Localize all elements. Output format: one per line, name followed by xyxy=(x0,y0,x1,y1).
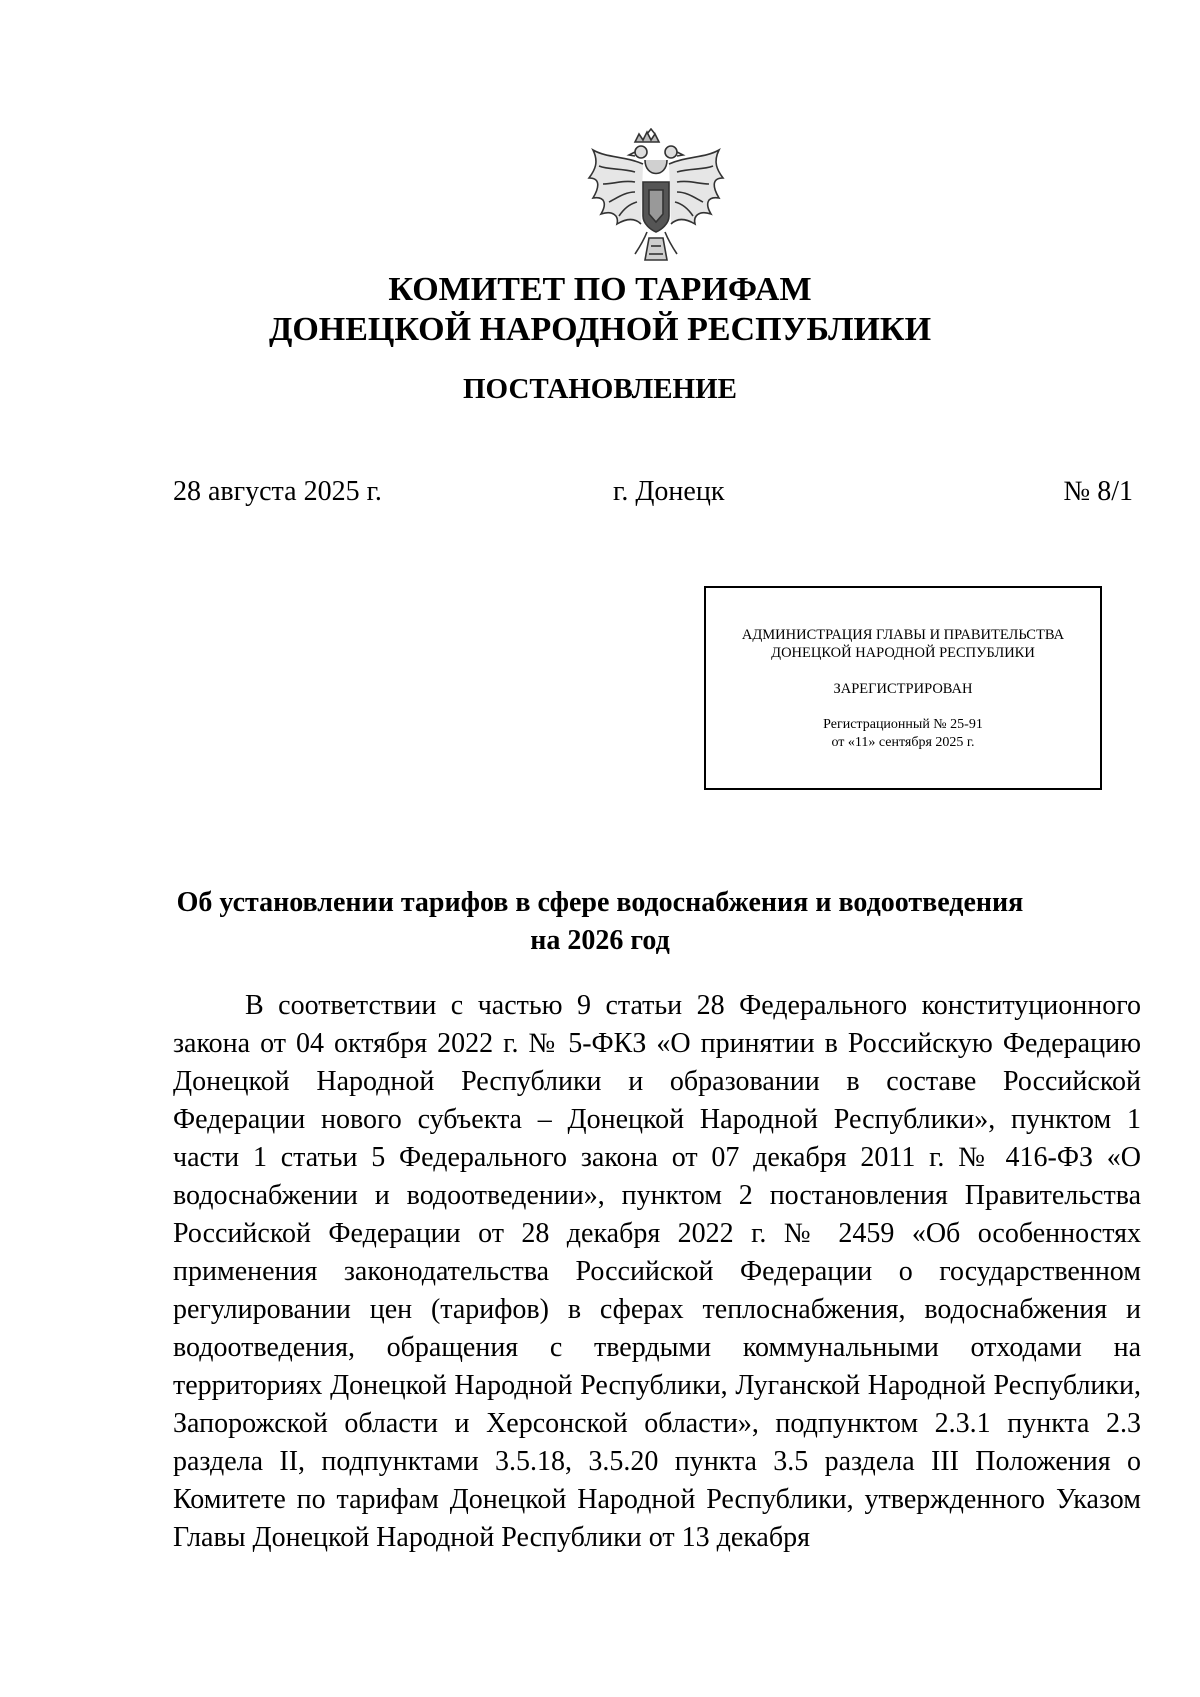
registration-org-line2: ДОНЕЦКОЙ НАРОДНОЙ РЕСПУБЛИКИ xyxy=(771,645,1035,661)
registration-date: от «11» сентября 2025 г. xyxy=(831,735,975,750)
document-type: ПОСТАНОВЛЕНИЕ xyxy=(462,373,737,405)
document-date: 28 августа 2025 г. xyxy=(173,476,382,507)
document-title xyxy=(0,884,1200,960)
registration-org-line1: АДМИНИСТРАЦИЯ ГЛАВЫ И ПРАВИТЕЛЬСТВА xyxy=(741,627,1065,643)
organization-name-line1: КОМИТЕТ ПО ТАРИФАМ xyxy=(388,271,812,308)
registration-stamp xyxy=(704,586,1102,790)
organization-name xyxy=(0,270,1200,350)
registration-status: ЗАРЕГИСТРИРОВАН xyxy=(833,681,973,697)
document-title-line2: на 2026 год xyxy=(530,925,670,956)
document-number: № 8/1 xyxy=(1063,476,1133,507)
coat-of-arms-icon xyxy=(585,128,727,270)
document-meta-row xyxy=(173,474,1133,510)
document-city: г. Донецк xyxy=(613,476,725,507)
organization-name-line2: ДОНЕЦКОЙ НАРОДНОЙ РЕСПУБЛИКИ xyxy=(268,311,932,348)
document-title-line1: Об установлении тарифов в сфере водоснабжения и водоотведения xyxy=(176,887,1024,918)
body-paragraph: В соответствии с частью 9 статьи 28 Федерального конституционного закона от 04 октября 2022 г. № 5-ФКЗ «О принятии в Российскую Федерацию Донецкой Народной Республики и образовании в составе Российской Федерации нового субъекта – Донецкой Народной Республики», пунктом 1 части 1 статьи 5 Федерального закона от 07 декабря 2011 г. № 416-ФЗ «О водоснабжении и водоотведении», пунктом 2 постановления Правительства Российской Федерации от 28 декабря 2022 г. № 2459 «Об особенностях применения законодательства Российской Федерации о государственном регулировании цен (тарифов) в сферах теплоснабжения, водоснабжения и водоотведения, обращения с твердыми коммунальными отходами на территориях Донецкой Народной Республики, Луганской Народной Республики, Запорожской области и Херсонской области», подпунктом 2.3.1 пункта 2.3 раздела II, подпунктами 3.5.18, 3.5.20 пункта 3.5 раздела III Положения о Комитете по тарифам Донецкой Народной Республики, утвержденного Указом Главы Донецкой Народной Республики от 13 декабря xyxy=(173,990,1141,1553)
registration-number: Регистрационный № 25-91 xyxy=(823,717,983,732)
registration-org xyxy=(706,626,1100,662)
